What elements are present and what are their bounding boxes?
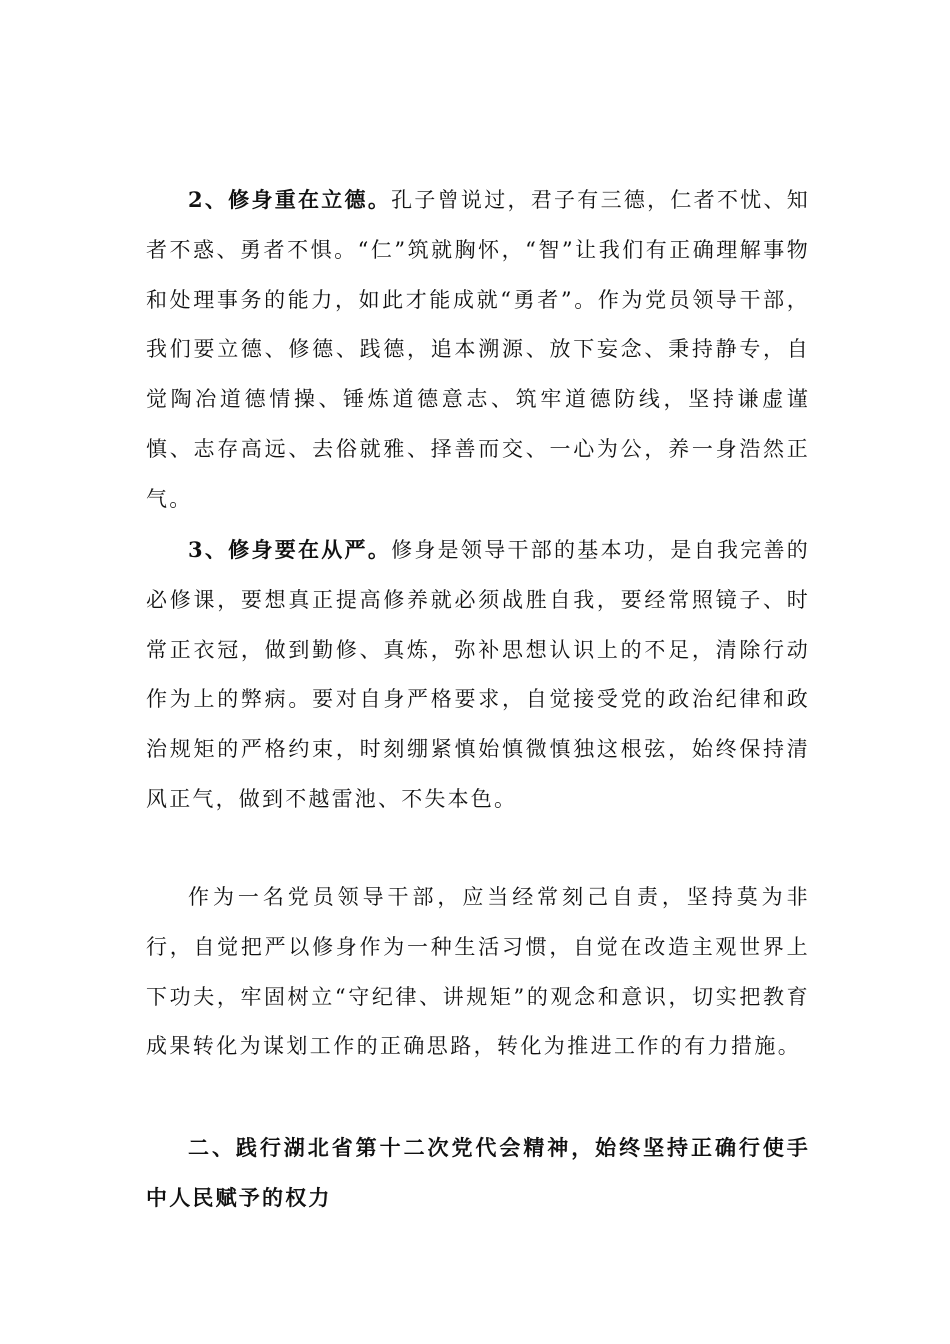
paragraph-body: 孔子曾说过，君子有三德，仁者不忧、知者不惑、勇者不惧。“仁”筑就胸怀，“智”让我们有正确理解事物和处理事务的能力，如此才能成就“勇者”。作为党员领导干部，我们要立德、修德、践德，追本溯源、放下妄念、秉持静专，自觉陶冶道德情操、锤炼道德意志、筑牢道德防线，坚持谦虚谨慎、志存高远、去俗就雅、择善而交、一心为公，养一身浩然正气。: [146, 188, 810, 511]
section-heading: 二、践行湖北省第十二次党代会精神，始终坚持正确行使手中人民赋予的权力: [146, 1135, 810, 1210]
paragraph-strict-discipline: [146, 525, 810, 825]
paragraph-heading: 3、修身要在从严。: [188, 537, 392, 562]
paragraph-body: 作为一名党员领导干部，应当经常刻己自责，坚持莫为非行，自觉把严以修身作为一种生活习惯，自觉在改造主观世界上下功夫，牢固树立“守纪律、讲规矩”的观念和意识，切实把教育成果转化为谋划工作的正确思路，转化为推进工作的有力措施。: [146, 885, 810, 1059]
paragraph-heading: 2、修身重在立德。: [188, 187, 392, 212]
paragraph-body: 修身是领导干部的基本功，是自我完善的必修课，要想真正提高修养就必须战胜自我，要经常照镜子、时常正衣冠，做到勤修、真炼，弥补思想认识上的不足，清除行动作为上的弊病。要对自身严格要求，自觉接受党的政治纪律和政治规矩的严格约束，时刻绷紧慎始慎微慎独这根弦，始终保持清风正气，做到不越雷池、不失本色。: [146, 538, 810, 811]
paragraph-summary: [146, 873, 810, 1072]
paragraph-cultivate-virtue: [146, 175, 810, 525]
